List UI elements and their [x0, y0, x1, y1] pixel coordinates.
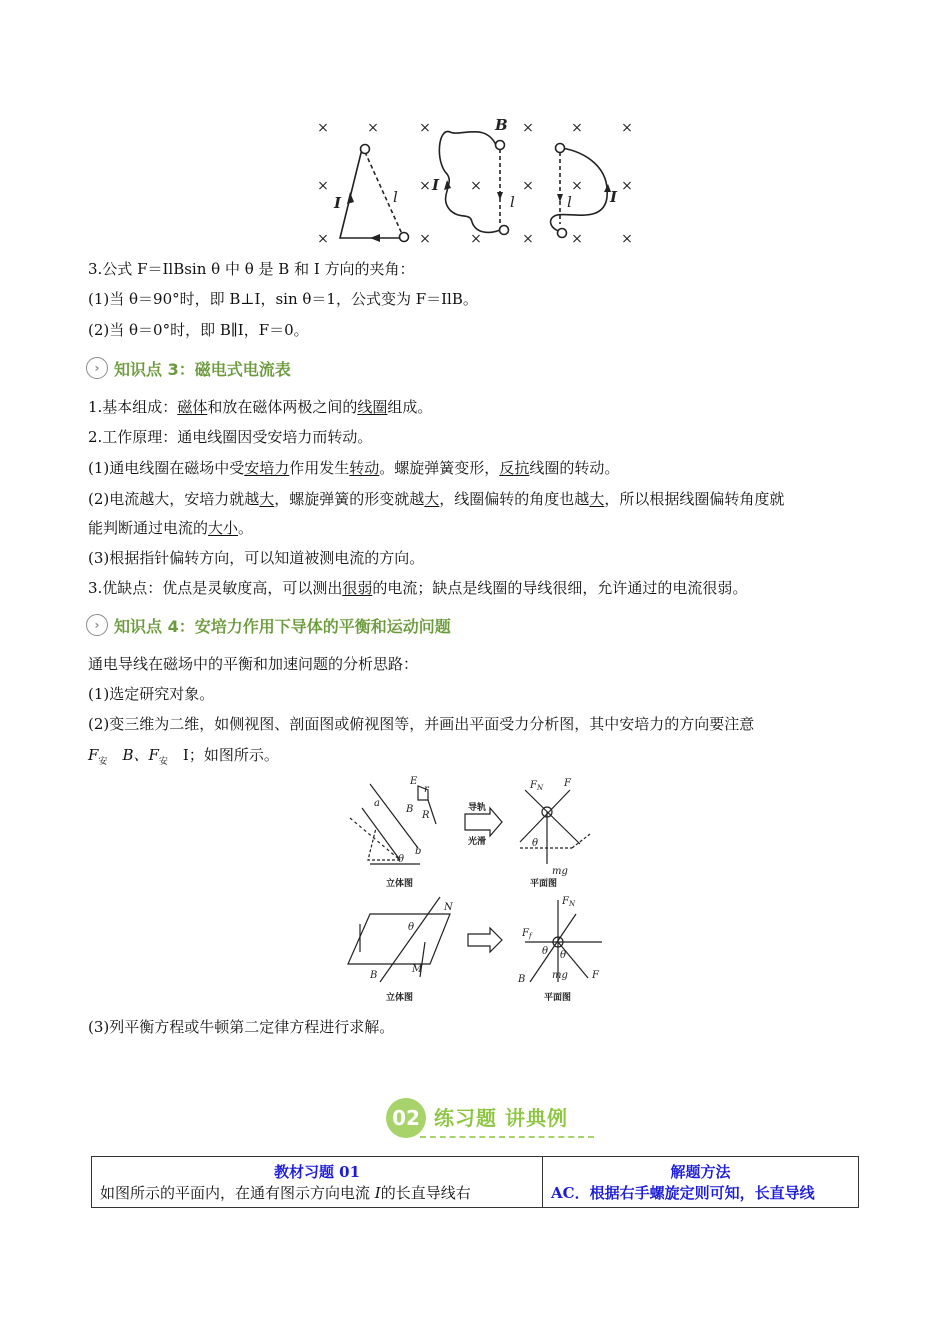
field-cross: × — [470, 178, 482, 194]
arrow-text-rail: 导轨 — [468, 803, 487, 813]
label-F: F — [592, 970, 599, 981]
label-b: b — [415, 846, 422, 857]
left-text: 如图所示的平面内，在通有图示方向电流 I的长直导线右 — [100, 1184, 471, 1202]
kp4-line-4: $F_安$ B、$F_安$ I；如图所示。 — [88, 746, 279, 767]
field-cross: × — [571, 231, 583, 247]
label-B: B — [518, 974, 526, 985]
figure-force-analysis — [340, 772, 620, 1008]
label-r: r — [424, 784, 429, 795]
arrow-circle-icon: › — [86, 614, 108, 636]
label-l: l — [510, 193, 515, 211]
caption-plane: 平面图 — [530, 879, 558, 889]
label-B: B — [495, 116, 508, 134]
kp4-line-5: (3)列平衡方程或牛顿第二定律方程进行求解。 — [88, 1018, 395, 1036]
label-B: B — [370, 970, 378, 981]
label-l: l — [567, 193, 572, 211]
label-R: R — [422, 810, 430, 821]
label-a: a — [374, 798, 380, 809]
field-cross: × — [419, 231, 431, 247]
caption-plane: 平面图 — [544, 993, 572, 1003]
section-title: 练习题 讲典例 — [434, 1106, 568, 1130]
kp3-line-1: 1.基本组成：磁体和放在磁体两极之间的线圈组成。 — [88, 398, 433, 416]
label-M: M — [412, 964, 423, 975]
field-cross: × — [621, 178, 633, 194]
field-cross: × — [522, 231, 534, 247]
left-header: 教材习题 01 — [273, 1163, 361, 1181]
field-cross: × — [367, 120, 379, 136]
field-cross: × — [571, 120, 583, 136]
field-cross: × — [621, 120, 633, 136]
kp4-heading — [86, 612, 451, 638]
right-header: 解题方法 — [670, 1163, 731, 1181]
formula-line-1: 3.公式 F＝IlBsin θ 中 θ 是 B 和 I 方向的夹角： — [88, 260, 415, 278]
field-cross: × — [317, 231, 329, 247]
kp3-line-3: (1)通电线圈在磁场中受安培力作用发生转动。螺旋弹簧变形，反抗线圈的转动。 — [88, 459, 620, 477]
label-Ff: $F_f$ — [522, 928, 532, 940]
field-cross: × — [470, 231, 482, 247]
label-I: I — [610, 188, 618, 206]
label-N: N — [444, 902, 453, 913]
label-F: F — [564, 778, 571, 789]
formula-line-2: (1)当 θ＝90°时，即 B⊥I，sin θ＝1，公式变为 F＝IlB。 — [88, 290, 478, 308]
kp4-line-2: (1)选定研究对象。 — [88, 685, 215, 703]
label-theta: θ — [408, 922, 415, 933]
kp3-heading — [86, 355, 291, 381]
example-table — [91, 1156, 859, 1208]
field-cross: × — [621, 231, 633, 247]
label-theta: θ — [560, 950, 567, 961]
caption-3d: 立体图 — [386, 993, 414, 1003]
field-cross: × — [419, 178, 431, 194]
right-text: AC．根据右手螺旋定则可知，长直导线 — [551, 1184, 815, 1202]
formula-line-3: (2)当 θ＝0°时，即 B∥I，F＝0。 — [88, 321, 309, 339]
figure-current-loops — [310, 112, 640, 250]
field-cross: × — [419, 120, 431, 136]
label-theta: θ — [542, 946, 549, 957]
arrow-circle-icon: › — [86, 357, 108, 379]
section-underline — [420, 1136, 594, 1138]
label-FN: $F_N$ — [530, 780, 544, 792]
label-mg: mg — [552, 970, 568, 981]
label-FN: $F_N$ — [562, 896, 576, 908]
section-number-badge: 02 — [386, 1098, 426, 1138]
field-cross: × — [522, 120, 534, 136]
kp3-line-6: (3)根据指针偏转方向，可以知道被测电流的方向。 — [88, 549, 425, 567]
right-cell — [543, 1157, 859, 1208]
kp3-title: 知识点 3：磁电式电流表 — [114, 359, 291, 379]
field-cross: × — [317, 120, 329, 136]
field-cross: × — [522, 178, 534, 194]
kp4-line-1: 通电导线在磁场中的平衡和加速问题的分析思路： — [88, 655, 419, 673]
label-theta: θ — [398, 854, 405, 865]
kp3-line-4: (2)电流越大，安培力就越大，螺旋弹簧的形变就越大，线圈偏转的角度也越大，所以根据线圈偏转角度就 — [88, 490, 785, 508]
kp3-line-7: 3.优缺点：优点是灵敏度高，可以测出很弱的电流；缺点是线圈的导线很细，允许通过的电流很弱。 — [88, 579, 748, 597]
label-B: B — [406, 804, 414, 815]
kp3-line-5: 能判断通过电流的大小。 — [88, 519, 254, 537]
caption-3d: 立体图 — [386, 879, 414, 889]
label-I: I — [334, 194, 342, 212]
field-cross: × — [571, 178, 583, 194]
label-mg: mg — [552, 866, 568, 877]
label-l: l — [393, 188, 398, 206]
kp4-line-3: (2)变三维为二维，如侧视图、剖面图或俯视图等，并画出平面受力分析图，其中安培力的方向要注意 — [88, 715, 755, 733]
label-E: E — [410, 776, 418, 787]
field-cross: × — [317, 178, 329, 194]
left-cell — [92, 1157, 543, 1208]
label-theta: θ — [532, 838, 539, 849]
label-I: I — [432, 176, 440, 194]
kp3-line-2: 2.工作原理：通电线圈因受安培力而转动。 — [88, 428, 373, 446]
kp4-title: 知识点 4：安培力作用下导体的平衡和运动问题 — [114, 616, 451, 636]
arrow-text-smooth: 光滑 — [468, 837, 487, 847]
